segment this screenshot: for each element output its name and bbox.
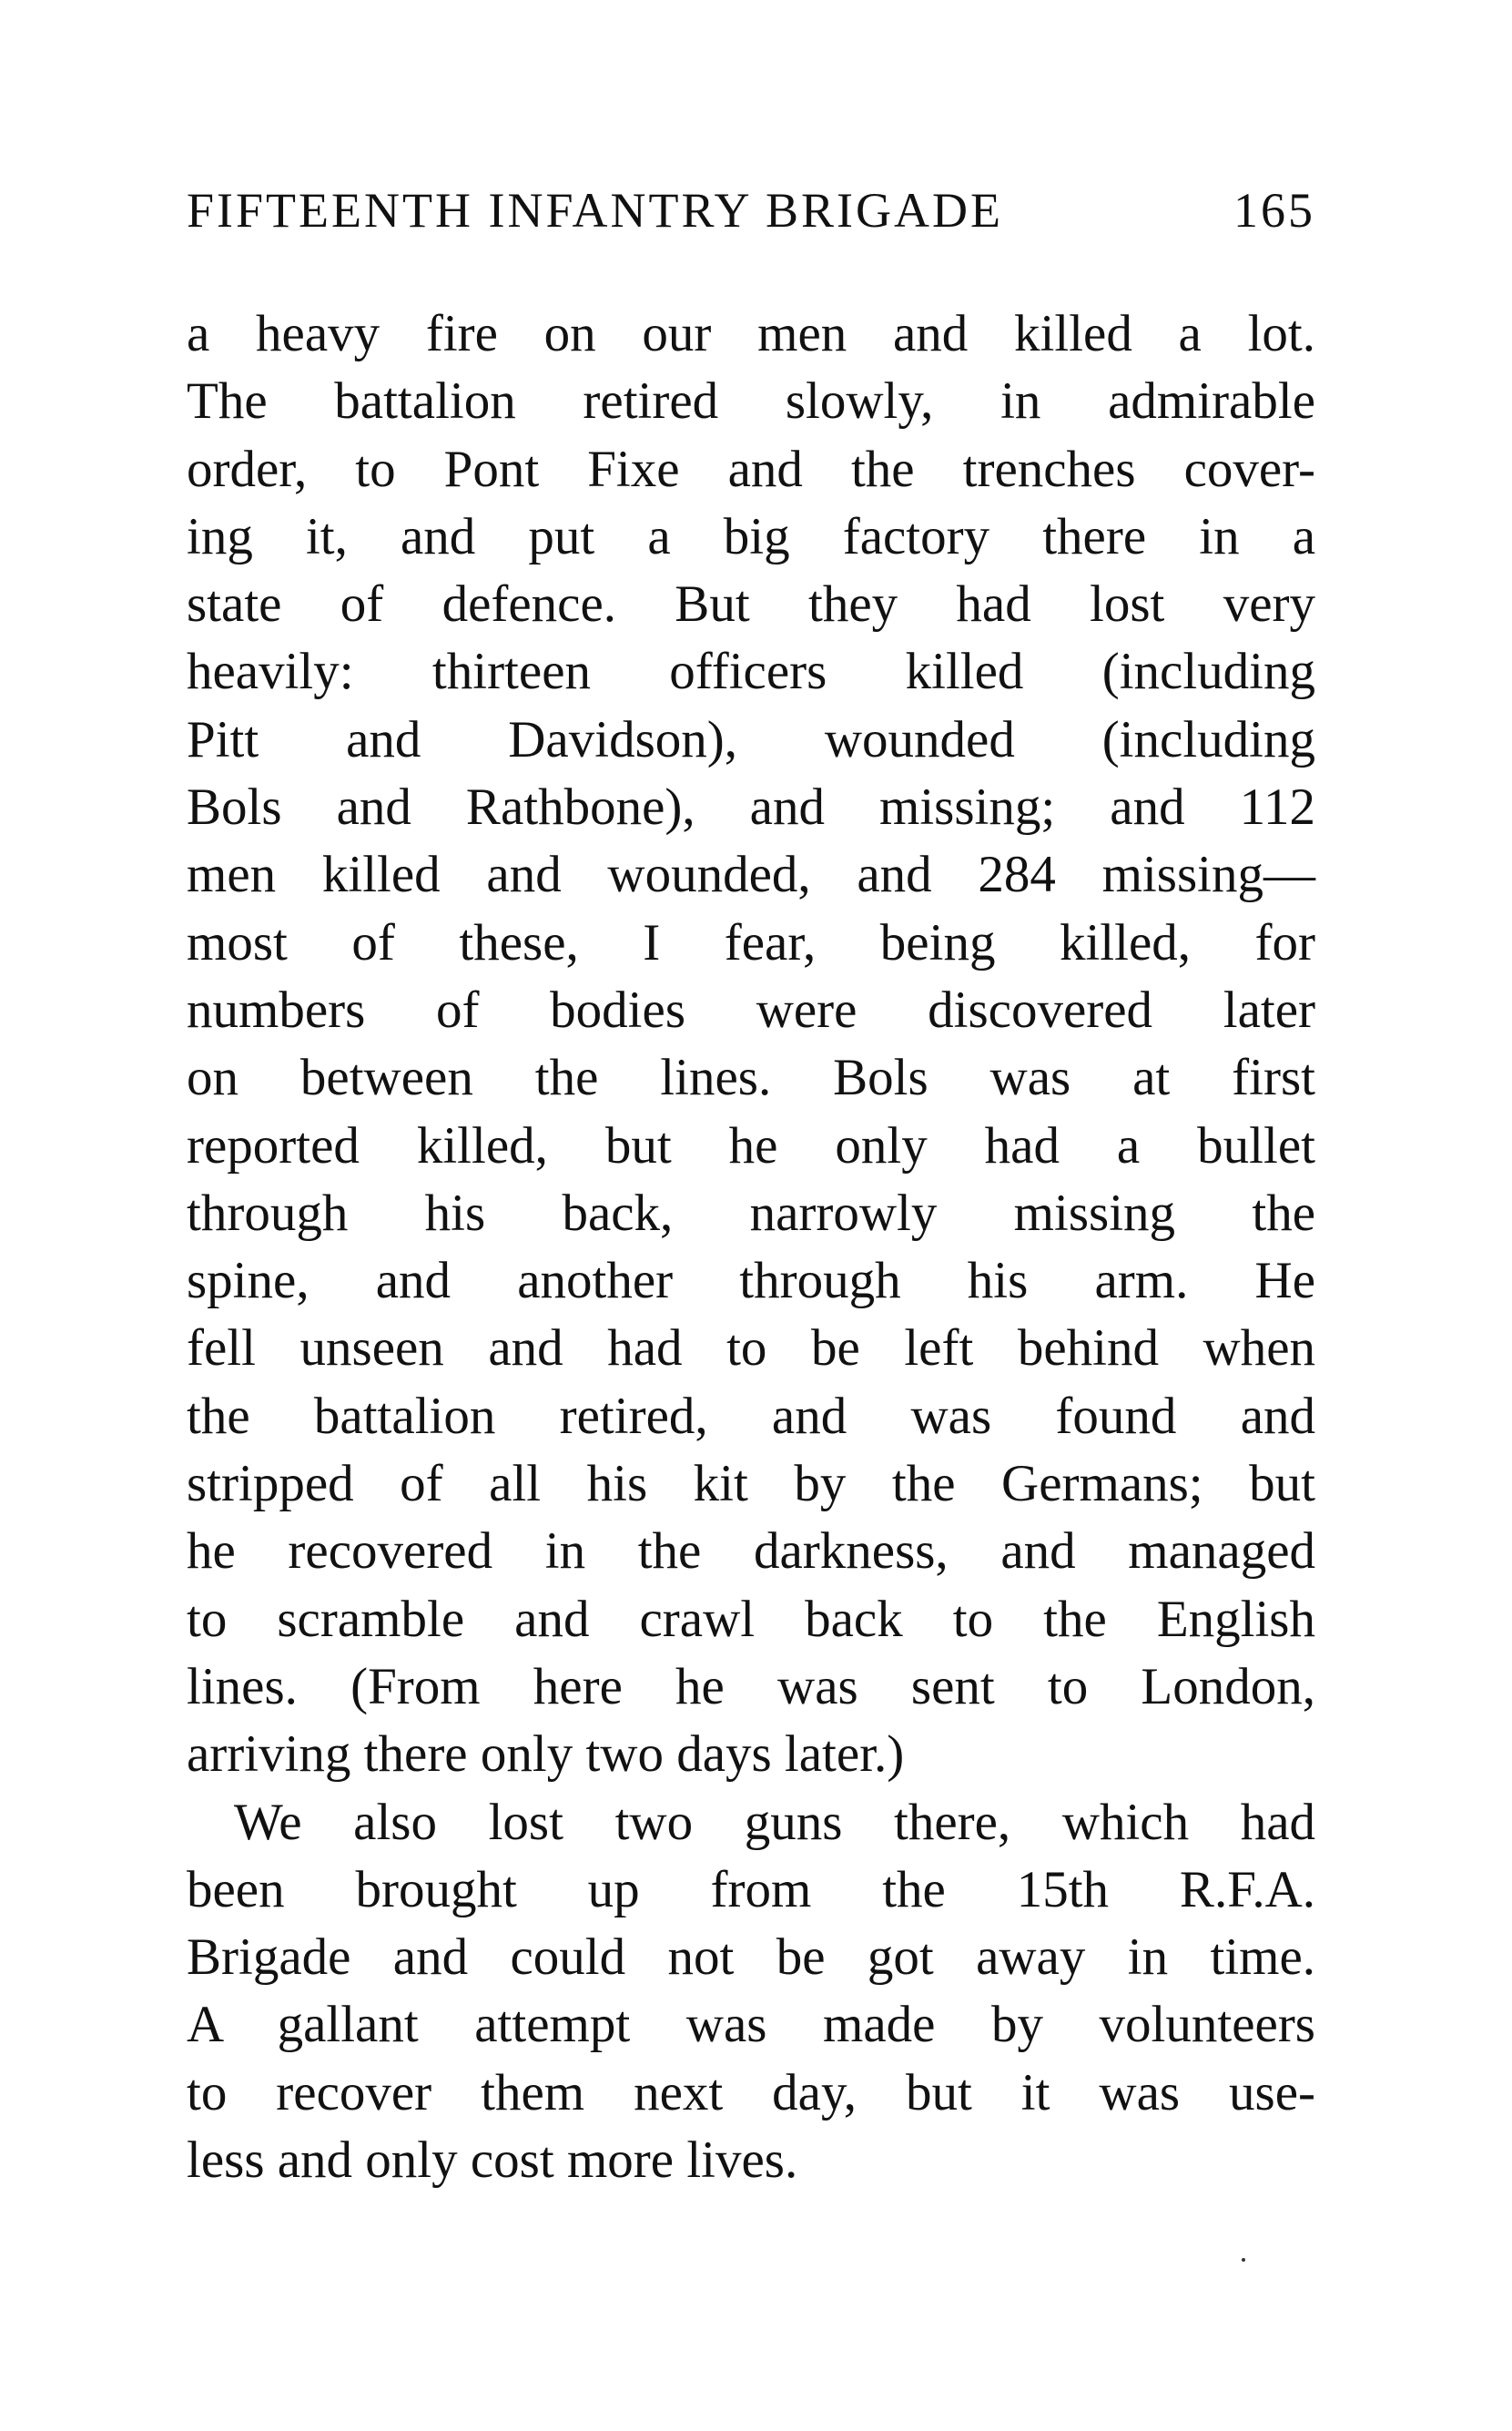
text-line: reported killed, but he only had a bullet	[187, 1116, 1315, 1175]
text-line: most of these, I fear, being killed, for	[187, 913, 1315, 971]
text-line: The battalion retired slowly, in admirable	[187, 372, 1315, 431]
text-line: Brigade and could not be got away in time.	[187, 1928, 1315, 1987]
text-line: a heavy fire on our men and killed a lot.	[187, 305, 1315, 362]
text-line: ing it, and put a big factory there in a	[187, 507, 1315, 565]
page-number: 165	[1233, 183, 1315, 238]
text-line: on between the lines. Bols was at first	[187, 1049, 1315, 1107]
text-line: spine, and another through his arm. He	[187, 1252, 1315, 1310]
ink-speck	[1242, 2258, 1245, 2262]
text-line: through his back, narrowly missing the	[187, 1184, 1315, 1242]
text-line: arriving there only two days later.)	[187, 1725, 905, 1784]
text-line: We also lost two guns there, which had	[234, 1793, 1315, 1851]
text-line: Bols and Rathbone), and missing; and 112	[187, 778, 1315, 837]
text-line: been brought up from the 15th R.F.A.	[187, 1860, 1315, 1918]
running-head	[187, 182, 1315, 255]
text-line: Pitt and Davidson), wounded (including	[187, 710, 1315, 768]
body-text	[187, 300, 1315, 2194]
text-line: he recovered in the darkness, and managed	[187, 1522, 1315, 1581]
text-line: men killed and wounded, and 284 missing—	[187, 846, 1315, 904]
text-line: A gallant attempt was made by volunteers	[187, 1996, 1315, 2054]
text-line: order, to Pont Fixe and the trenches cover-	[187, 440, 1315, 498]
text-line: fell unseen and had to be left behind when	[187, 1319, 1315, 1378]
text-line: lines. (From here he was sent to London,	[187, 1657, 1315, 1715]
running-title: FIFTEENTH INFANTRY BRIGADE	[187, 183, 1003, 238]
text-line: state of defence. But they had lost very	[187, 575, 1315, 634]
text-line: less and only cost more lives.	[187, 2131, 798, 2190]
text-line: the battalion retired, and was found and	[187, 1387, 1315, 1445]
text-line: to scramble and crawl back to the English	[187, 1590, 1315, 1648]
text-line: numbers of bodies were discovered later	[187, 981, 1315, 1039]
text-line: heavily: thirteen officers killed (including	[187, 643, 1315, 701]
text-line: stripped of all his kit by the Germans; but	[187, 1455, 1315, 1513]
text-line: to recover them next day, but it was use-	[187, 2063, 1315, 2121]
